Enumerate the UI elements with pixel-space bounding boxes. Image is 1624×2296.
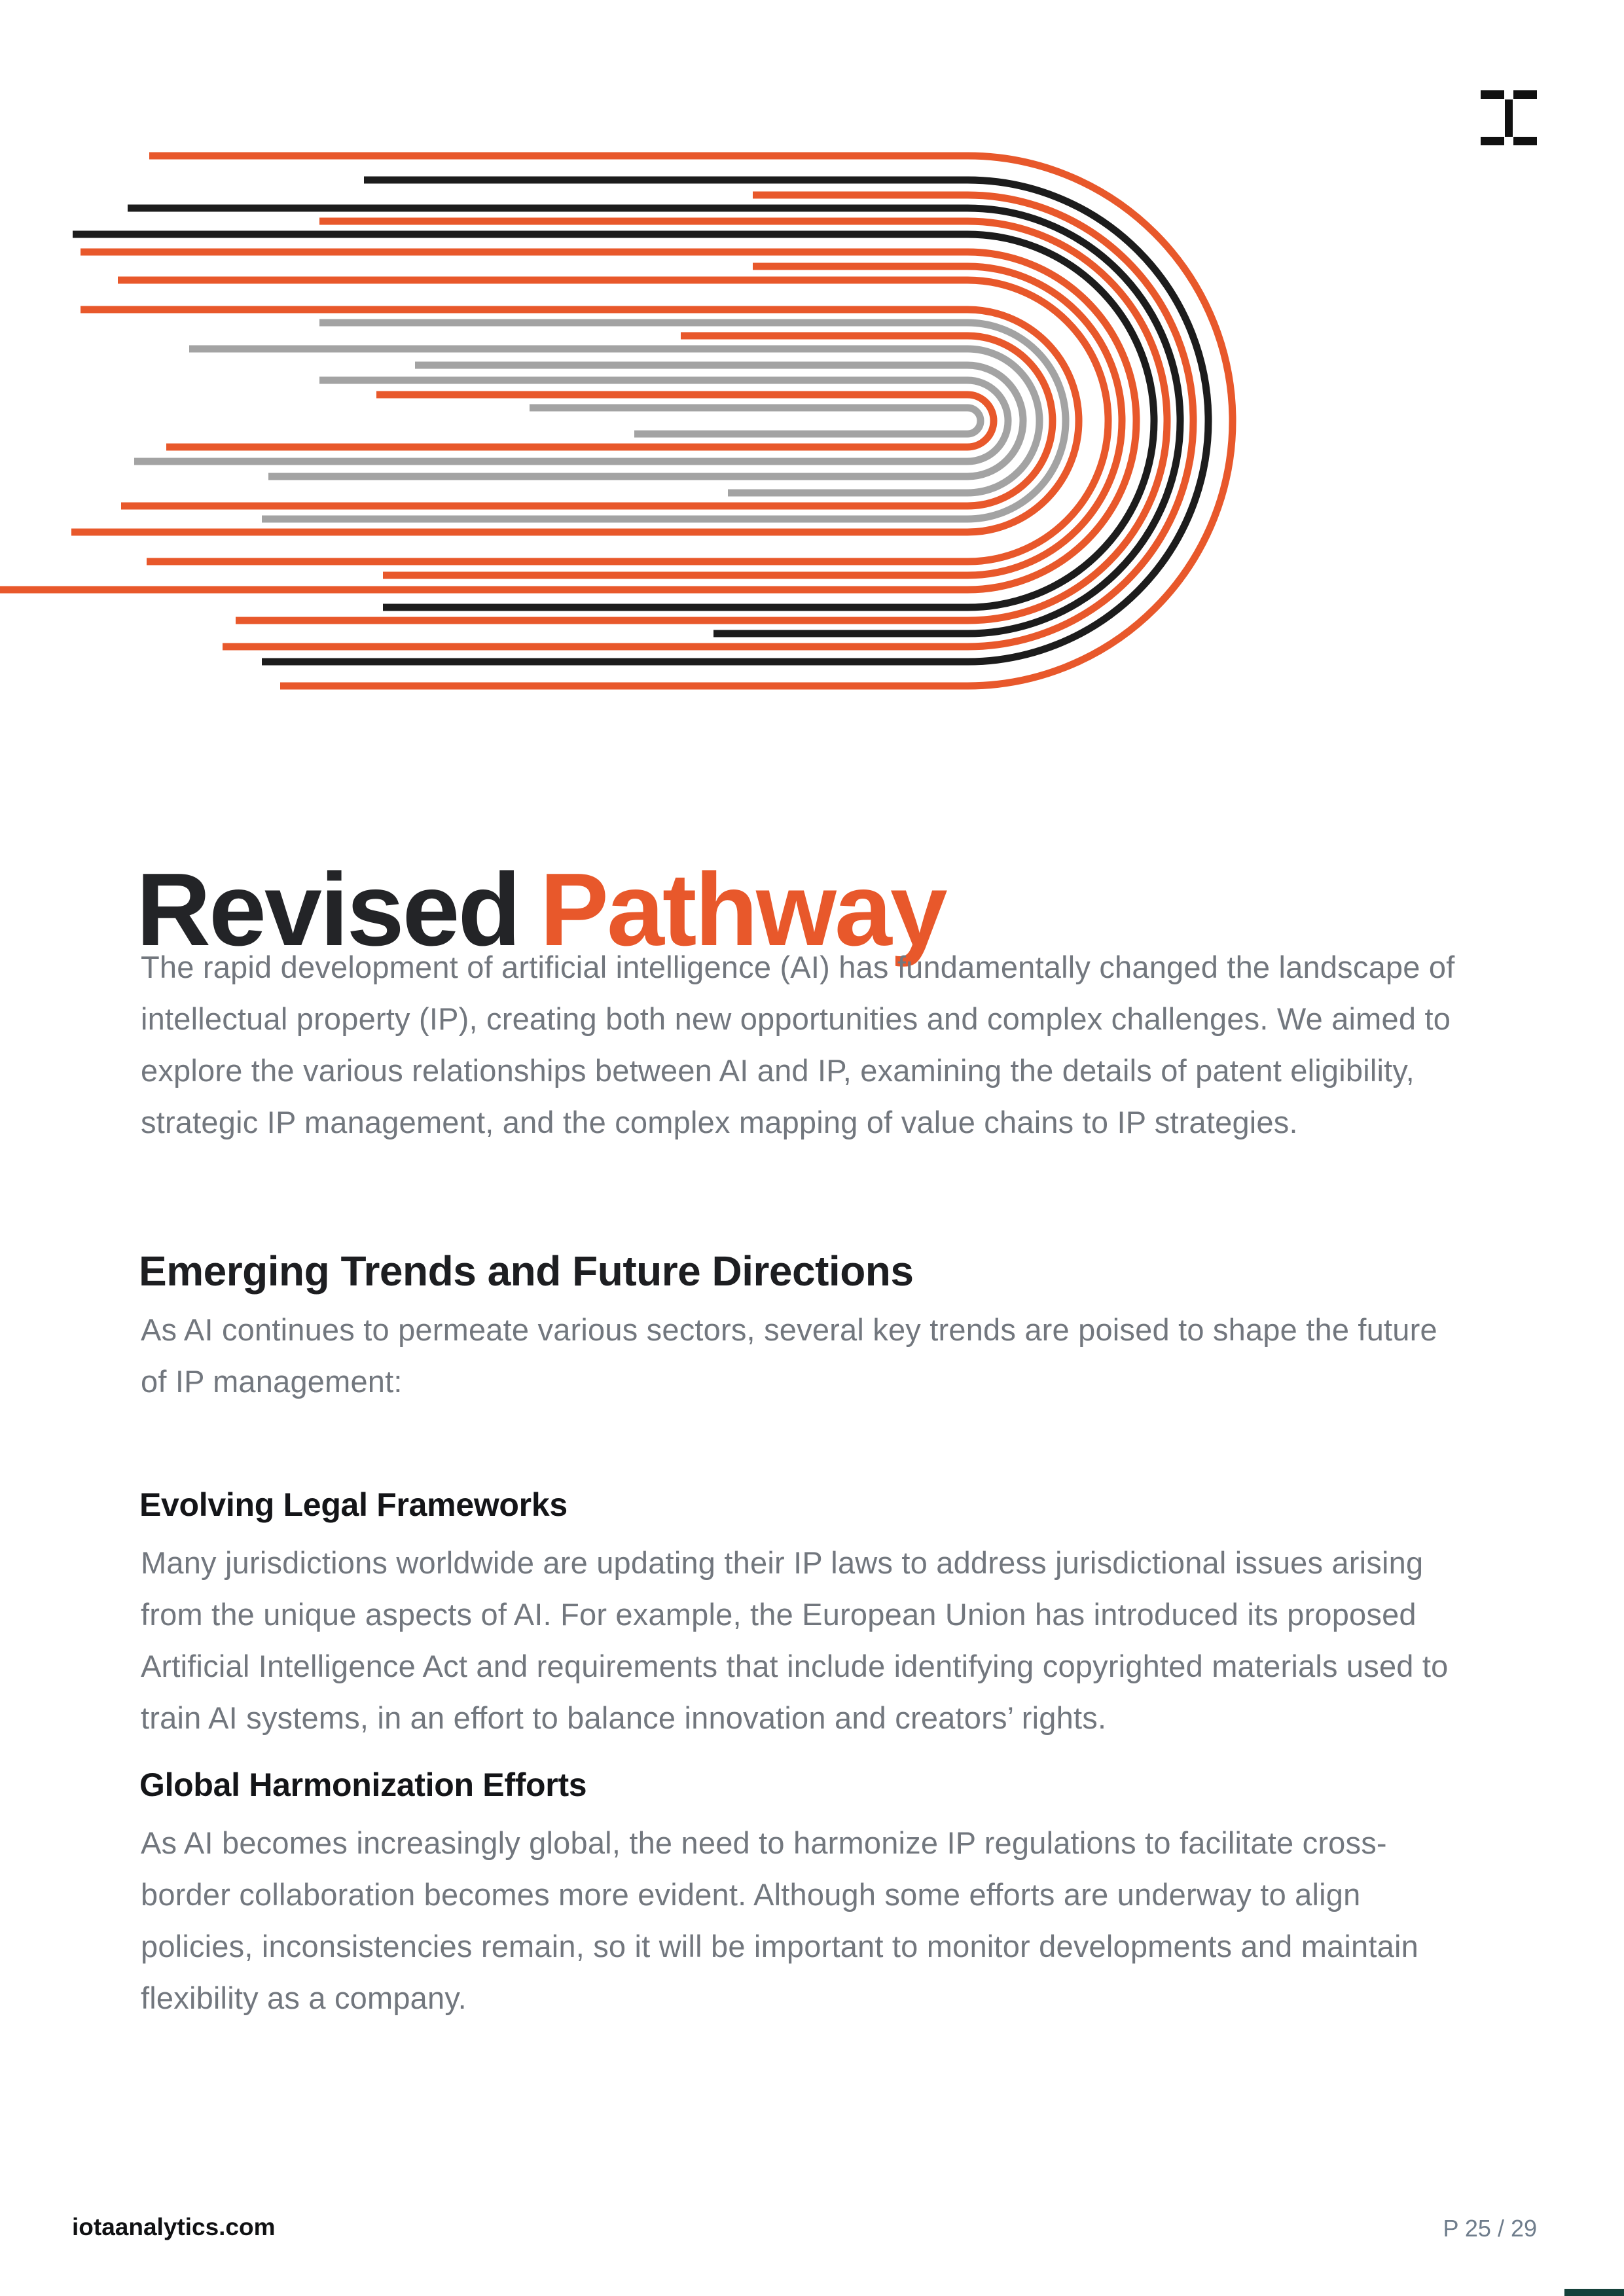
- page-title-accent: Pathway: [539, 852, 946, 967]
- subsection-heading-legal-frameworks: Evolving Legal Frameworks: [139, 1486, 568, 1523]
- footer-site-url: iotaanalytics.com: [72, 2214, 276, 2240]
- subsection-heading-harmonization: Global Harmonization Efforts: [139, 1767, 587, 1803]
- page-title-primary: Revised: [136, 852, 520, 967]
- iota-logo-icon: [1481, 90, 1537, 145]
- decorative-arcs: [0, 0, 1624, 720]
- subsection-paragraph-harmonization: As AI becomes increasingly global, the need to harmonize IP regulations to facilitate cross-border collaboration becomes more evident. Although some efforts are underway to align policies, inconsistencies remain, so it will be important to monitor developments and maintain flexibility as a company.: [141, 1825, 1418, 2015]
- subsection-paragraph-legal-frameworks: Many jurisdictions worldwide are updating their IP laws to address jurisdictional issues arising from the unique aspects of AI. For example, the European Union has introduced its proposed Artificial Intelligence Act and requirements that include identifying copyrighted materials used to train AI systems, in an effort to balance innovation and creators’ rights.: [141, 1545, 1449, 1735]
- intro-paragraph: The rapid development of artificial intelligence (AI) has fundamentally changed the landscape of intellectual property (IP), creating both new opportunities and complex challenges. We aimed to explore the various relationships between AI and IP, examining the details of patent eligibility, strategic IP management, and the complex mapping of value chains to IP strategies.: [141, 950, 1455, 1139]
- section-heading-emerging-trends: Emerging Trends and Future Directions: [139, 1247, 914, 1295]
- footer-page-indicator: P 25 / 29: [1443, 2215, 1537, 2242]
- section-paragraph-emerging-trends: As AI continues to permeate various sectors, several key trends are poised to shape the future of IP management:: [141, 1312, 1437, 1399]
- corner-accent-bar: [1564, 2289, 1624, 2296]
